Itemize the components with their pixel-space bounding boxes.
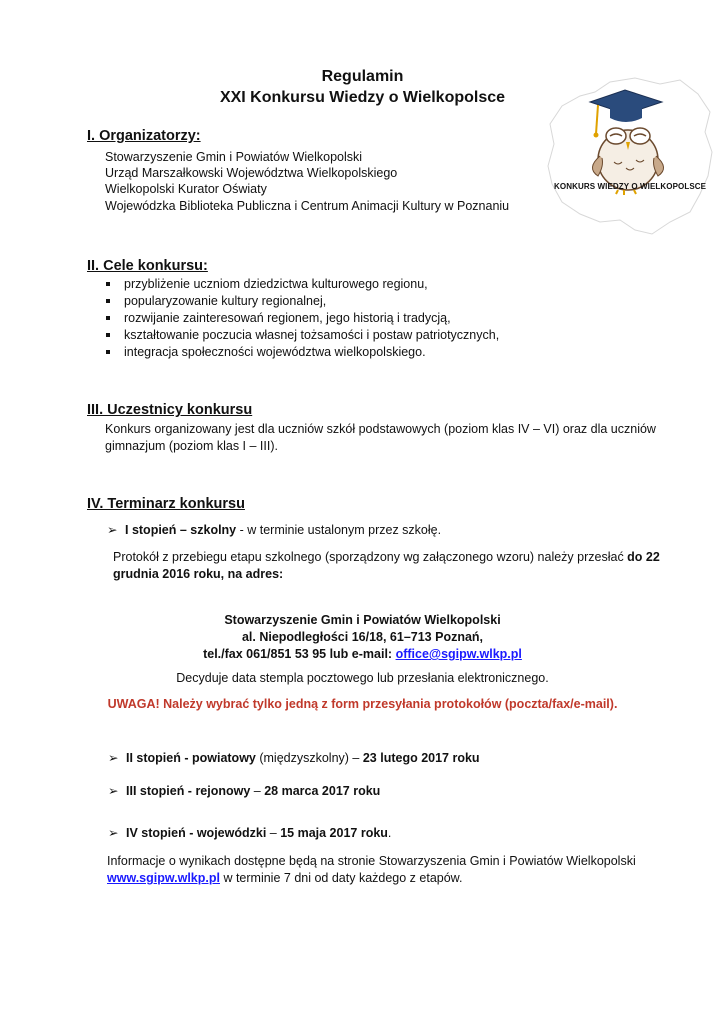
logo-caption: KONKURS WIEDZY O WIELKOPOLSCE xyxy=(554,182,707,191)
address-street-text: al. Niepodległości 16/18, 61–713 Poznań, xyxy=(241,630,484,644)
protocol-deadline-1: do 22 xyxy=(627,550,660,564)
list-item: przybliżenie uczniom dziedzictwa kulturowego regionu, xyxy=(105,276,499,293)
contest-logo xyxy=(540,72,720,242)
website-link[interactable]: www.sgipw.wlkp.pl xyxy=(107,871,220,885)
stage-2-name: II stopień - powiatowy xyxy=(126,751,256,765)
stage-2-row xyxy=(108,750,480,766)
arrow-bullet-icon: ➢ xyxy=(108,826,119,840)
stage-4-desc: – xyxy=(266,826,281,840)
stage-4-name: IV stopień - wojewódzki xyxy=(126,826,267,840)
title-line-2: XXI Konkursu Wiedzy o Wielkopolsce xyxy=(219,89,506,106)
stage-2-desc: (międzyszkolny) – xyxy=(255,751,363,765)
title-line-1: Regulamin xyxy=(321,68,404,85)
results-info-2 xyxy=(107,870,463,886)
section-organizers-heading: I. Organizatorzy: xyxy=(87,128,201,144)
list-item: popularyzowanie kultury regionalnej, xyxy=(105,293,499,310)
stage-4-end: . xyxy=(387,826,392,840)
stage-3-desc: – xyxy=(250,784,265,798)
address-street xyxy=(0,629,725,646)
participants-text-2: gimnazjum (poziom klas I – III). xyxy=(105,439,278,453)
email-link[interactable]: office@sgipw.wlkp.pl xyxy=(395,647,522,661)
results-info-rest: w terminie 7 dni od daty każdego z etapów. xyxy=(219,871,463,885)
stage-1-name: I stopień – szkolny xyxy=(125,523,237,537)
stage-4-date: 15 maja 2017 roku xyxy=(280,826,388,840)
stage-1-desc: - w terminie ustalonym przez szkołę. xyxy=(236,523,442,537)
postmark-note: Decyduje data stempla pocztowego lub przesłania elektronicznego. xyxy=(176,671,549,685)
participants-text-1: Konkurs organizowany jest dla uczniów szkół podstawowych (poziom klas IV – VI) oraz dla uczniów xyxy=(105,422,656,436)
organizer-item: Wojewódzka Biblioteka Publiczna i Centrum Animacji Kultury w Poznaniu xyxy=(105,199,510,213)
warning-note: UWAGA! Należy wybrać tylko jedną z form przesyłania protokołów (poczta/fax/e-mail). xyxy=(107,697,618,711)
list-item: rozwijanie zainteresowań regionem, jego historią i tradycją, xyxy=(105,310,499,327)
protocol-text-2 xyxy=(113,566,283,582)
arrow-bullet-icon: ➢ xyxy=(107,523,118,537)
address-phone: tel./fax 061/851 53 95 lub e-mail: xyxy=(203,647,396,661)
stage-1-row xyxy=(107,522,441,538)
address-contact xyxy=(0,646,725,663)
stage-2-date: 23 lutego 2017 roku xyxy=(362,751,480,765)
protocol-text-1 xyxy=(113,549,660,565)
list-item: kształtowanie poczucia własnej tożsamości i postaw patriotycznych, xyxy=(105,327,499,344)
protocol-deadline-2: grudnia 2016 roku, na adres: xyxy=(113,567,284,581)
organizer-item: Urząd Marszałkowski Województwa Wielkopolskiego xyxy=(105,166,398,180)
address-org: Stowarzyszenie Gmin i Powiatów Wielkopolski xyxy=(224,613,501,627)
stage-3-name: III stopień - rejonowy xyxy=(126,784,251,798)
section-goals-heading: II. Cele konkursu: xyxy=(87,258,208,274)
arrow-bullet-icon: ➢ xyxy=(108,784,119,798)
owl-graduation-cap-icon xyxy=(540,72,720,242)
stage-3-date: 28 marca 2017 roku xyxy=(264,784,381,798)
protocol-text: Protokół z przebiegu etapu szkolnego (sporządzony wg załączonego wzoru) należy przesłać xyxy=(113,550,628,564)
arrow-bullet-icon: ➢ xyxy=(108,751,119,765)
organizer-item: Wielkopolski Kurator Oświaty xyxy=(105,182,267,196)
results-info-1: Informacje o wynikach dostępne będą na stronie Stowarzyszenia Gmin i Powiatów Wielkopolski xyxy=(107,854,636,868)
stage-3-row xyxy=(108,783,380,799)
section-schedule-heading: IV. Terminarz konkursu xyxy=(87,496,245,512)
goals-list xyxy=(105,276,499,361)
list-item: integracja społeczności województwa wielkopolskiego. xyxy=(105,344,499,361)
organizer-item: Stowarzyszenie Gmin i Powiatów Wielkopolski xyxy=(105,150,363,164)
address-name xyxy=(0,612,725,629)
section-participants-heading: III. Uczestnicy konkursu xyxy=(87,402,253,418)
stage-4-row xyxy=(108,825,391,841)
